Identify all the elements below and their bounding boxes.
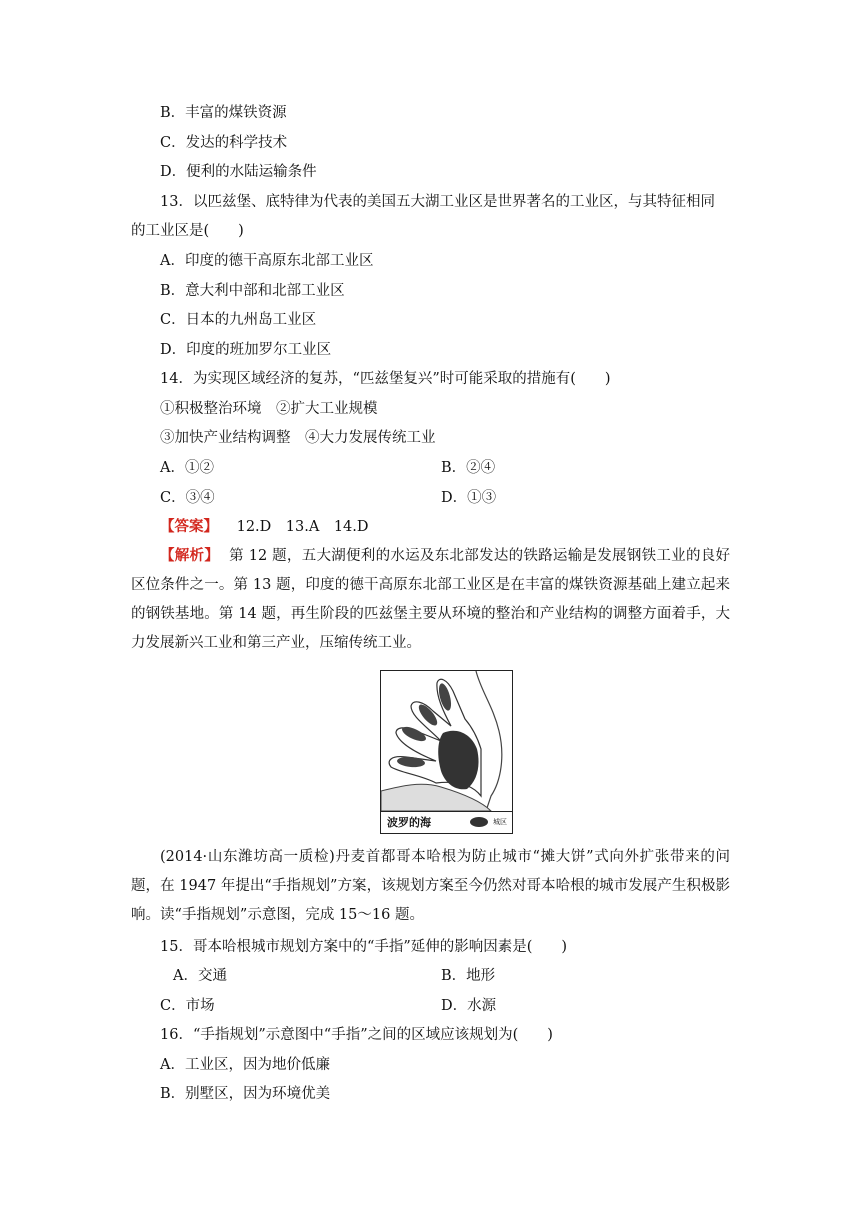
q13-option-d: D．印度的班加罗尔工业区 (160, 342, 332, 358)
q14-items-line1: ①积极整治环境 ②扩大工业规模 (160, 401, 378, 417)
finger-plan-map (380, 670, 513, 834)
q14-option-c: C．③④ (160, 490, 215, 506)
analysis-text: 第 12 题，五大湖便利的水运及东北部发达的铁路运输是发展钢铁工业的良好区位条件之一。第 13 题，印度的德干高原东北部工业区是在丰富的煤铁资源基础上建立起来的钢铁基地。第 14 题，再生阶段的匹兹堡主要从环境的整治和产业结构的调整方面着手，大力发展新兴工业和第三产业，压缩传统工业。 (131, 548, 731, 651)
q16-stem: 16．“手指规划”示意图中“手指”之间的区域应该规划为( ) (160, 1027, 553, 1043)
answer-text: 12.D 13.A 14.D (236, 519, 369, 535)
q15-stem: 15．哥本哈根城市规划方案中的“手指”延伸的影响因素是( ) (160, 939, 568, 955)
q13-stem-line2: 的工业区是( ) (131, 223, 244, 239)
answer-line (160, 517, 369, 537)
map-caption-bar (381, 811, 512, 833)
q14-items-line2: ③加快产业结构调整 ④大力发展传统工业 (160, 430, 436, 446)
intro-paragraph: (2014·山东潍坊高一质检)丹麦首都哥本哈根为防止城市“摊大饼”式向外扩张带来的问题，在 1947 年提出“手指规划”方案，该规划方案至今仍然对哥本哈根的城市发展产生积极影响。读“手指规划”示意图，完成 15～16 题。 (131, 849, 730, 923)
q14-option-b: B．②④ (441, 460, 496, 476)
q12-option-b: B．丰富的煤铁资源 (160, 105, 287, 121)
q15-option-a: A．交通 (173, 968, 227, 984)
q15-option-d: D．水源 (441, 998, 497, 1014)
q13-option-c: C．日本的九州岛工业区 (160, 312, 317, 328)
q13-stem-line1: 13．以匹兹堡、底特律为代表的美国五大湖工业区是世界著名的工业区，与其特征相同 (160, 194, 715, 210)
urban-legend-swatch (470, 817, 488, 827)
q15-option-c: C．市场 (160, 998, 215, 1014)
analysis-tag: 【解析】 (160, 547, 220, 564)
urban-legend-label: 城区 (493, 818, 507, 826)
q13-option-b: B．意大利中部和北部工业区 (160, 283, 345, 299)
answer-tag: 【答案】 (160, 518, 218, 535)
q14-option-d: D．①③ (441, 490, 497, 506)
q14-stem: 14．为实现区域经济的复苏，“匹兹堡复兴”时可能采取的措施有( ) (160, 371, 611, 387)
q15-option-b: B．地形 (441, 968, 496, 984)
q12-option-d: D．便利的水陆运输条件 (160, 164, 317, 180)
analysis-paragraph (131, 541, 730, 658)
q14-option-a: A．①② (160, 460, 214, 476)
q16-option-b: B．别墅区，因为环境优美 (160, 1086, 331, 1102)
finger-plan-map-drawing (381, 671, 511, 811)
sea-label: 波罗的海 (387, 816, 431, 829)
q13-option-a: A．印度的德干高原东北部工业区 (160, 253, 374, 269)
q12-option-c: C．发达的科学技术 (160, 135, 288, 151)
q16-option-a: A．工业区，因为地价低廉 (160, 1057, 330, 1073)
